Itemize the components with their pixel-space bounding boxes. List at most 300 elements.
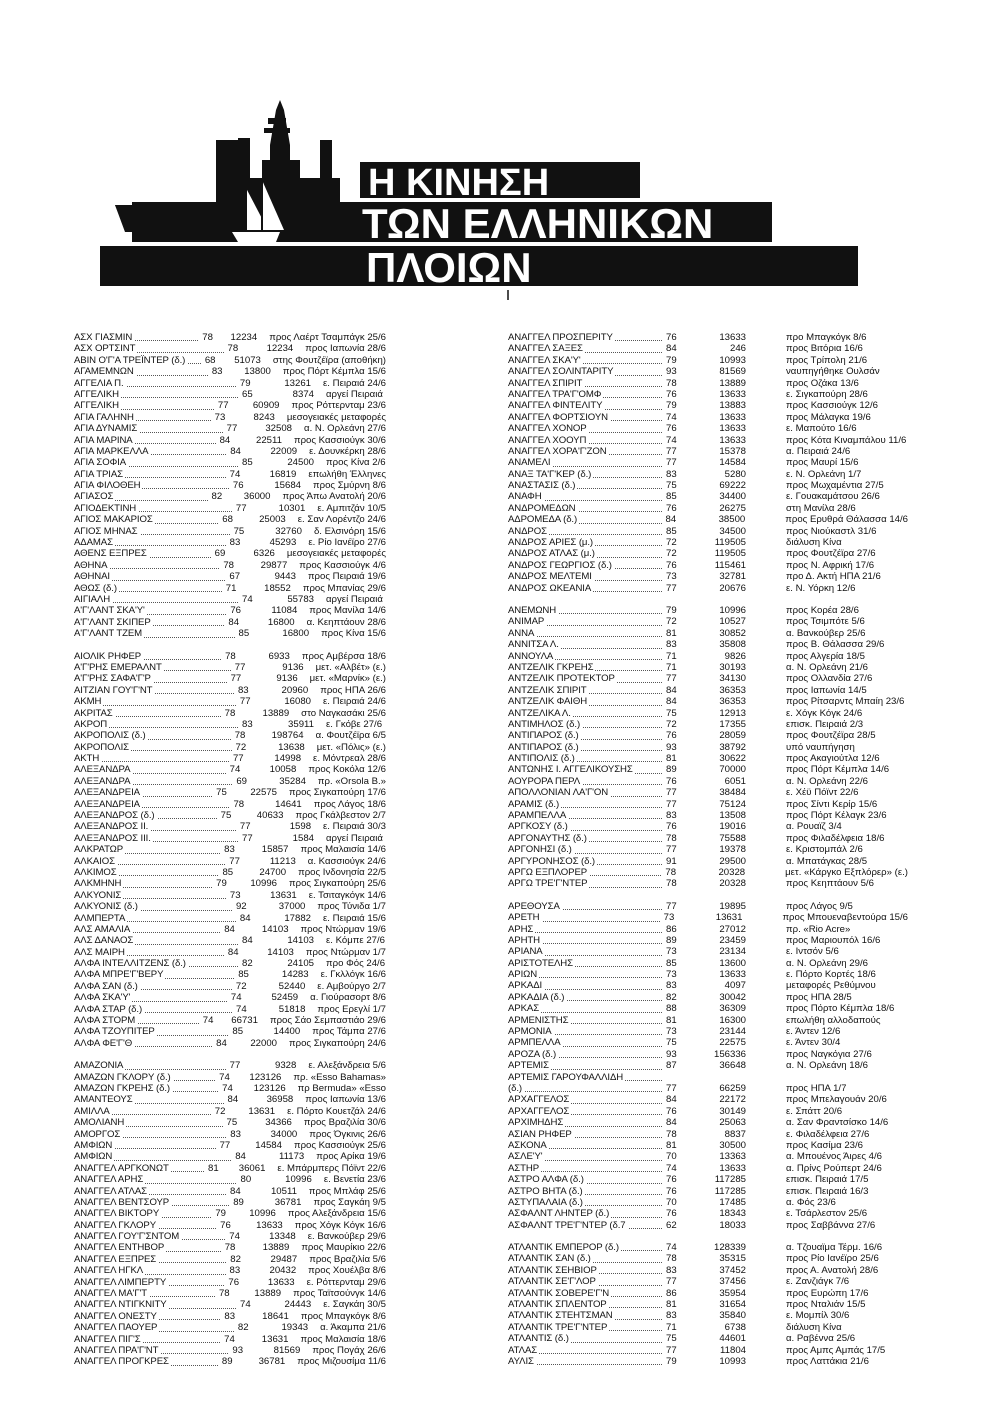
ship-status: ε. Σιγκαπούρη 28/6 xyxy=(786,388,868,400)
ship-name xyxy=(508,708,666,719)
ship-year: 79 xyxy=(216,878,227,890)
ship-tonnage: 123126 xyxy=(249,1071,282,1083)
ship-name-text: ΑΝΑΓΓΕΛ ΠΙΓ'Σ xyxy=(74,1333,141,1345)
ship-name-text: ΑΣΤΥΠΑΛΑΙΑ (δ.) xyxy=(508,1196,583,1208)
ship-row xyxy=(508,901,908,912)
ship-name-text: ΑΝΑΓΓΕΛ ΧΟΡΑ'Γ'ΖΟΝ xyxy=(508,445,607,457)
ship-name xyxy=(74,1197,233,1208)
ship-name-text: ΑΛΚΙΜΟΣ xyxy=(74,866,117,878)
ship-name xyxy=(508,1026,666,1037)
ship-year: 78 xyxy=(234,730,246,742)
ship-row xyxy=(508,1140,908,1151)
ship-name xyxy=(508,457,666,468)
ship-name-text: ΑΤΛΑΝΤΙΚ ΣΟΒΕΡΕ'Γ'Ν xyxy=(508,1287,610,1299)
ship-tonnage: 1598 xyxy=(289,821,312,833)
ship-name-text: ΑΜΙΛΛΑ xyxy=(74,1105,110,1117)
ship-year: 75 xyxy=(666,480,677,492)
ship-tonnage: 16300 xyxy=(719,1014,746,1026)
ship-name-text: ΑΝΝΑ xyxy=(508,627,535,639)
ship-tonnage: 25063 xyxy=(719,1117,746,1129)
ship-row xyxy=(508,537,908,548)
ship-status: ε. Μομπίλ 30/6 xyxy=(786,1310,850,1322)
ship-status: προς Βραζιλία 30/6 xyxy=(303,1117,386,1129)
ship-name xyxy=(74,890,230,901)
ship-status: προς Αλεξάνδρεια 15/6 xyxy=(287,1208,386,1220)
ship-name xyxy=(508,810,666,821)
ship-name xyxy=(508,696,666,707)
ship-tonnage: 15378 xyxy=(719,445,746,457)
ship-tonnage: 13883 xyxy=(719,400,746,412)
ship-tonnage: 10996 xyxy=(249,1208,276,1220)
ship-row xyxy=(74,1004,386,1015)
ship-year: 84 xyxy=(666,696,677,708)
ship-status: προς Βιτόρια 16/6 xyxy=(786,343,863,355)
ship-status: προς Ιαπωνία 28/6 xyxy=(305,343,386,355)
ship-year: 74 xyxy=(219,1071,230,1083)
ship-year: 84 xyxy=(239,912,251,924)
ship-year: 77 xyxy=(666,1276,677,1288)
ship-row xyxy=(74,764,386,775)
ship-status: προς Ρόττερνταμ 23/6 xyxy=(291,400,386,412)
ship-tonnage: 6326 xyxy=(253,548,275,560)
ship-row xyxy=(508,480,908,491)
ship-row xyxy=(74,423,386,434)
ship-status: προς Ντώρμαν 1/7 xyxy=(305,946,386,958)
ship-row xyxy=(74,1208,386,1219)
ship-name xyxy=(74,1254,230,1265)
ship-name-text: ΑΡΜΟΝΙΑ xyxy=(508,1026,552,1038)
ship-year: 73 xyxy=(229,889,241,901)
ship-name xyxy=(508,719,666,730)
ship-row xyxy=(74,742,386,753)
ship-year: 79 xyxy=(666,1355,677,1367)
ship-row xyxy=(508,526,908,537)
ship-row xyxy=(508,730,908,741)
ship-name-text: ΑΚΡΙΤΑΣ xyxy=(74,707,113,719)
ship-name xyxy=(74,594,242,605)
ship-status: ε. Ν. Υόρκη 12/6 xyxy=(786,582,856,594)
ship-year: 85 xyxy=(232,1026,244,1038)
ship-name-text: ΑΜΑΖΩΝ ΓΚΡΕΗΣ (δ.) xyxy=(74,1083,171,1094)
ship-tonnage: 23144 xyxy=(719,1026,746,1038)
ship-row xyxy=(508,992,908,1003)
ship-row xyxy=(74,355,386,366)
ship-year: 76 xyxy=(666,388,677,400)
ship-name-text: ΑΤΛΑΝΤΙΚ ΣΤΕΗΤΣΜΑΝ xyxy=(508,1310,613,1322)
ship-status: προς Ρίτσαρντς Μπαίη 23/6 xyxy=(786,696,905,708)
ship-name xyxy=(74,355,205,366)
ship-name-text: ΑΝΑΓΓΕΛ ΣΚΑ'Υ' xyxy=(508,354,581,366)
ship-name-text: ΑΝΑΜΕΛΙ xyxy=(508,457,551,469)
ship-tonnage: 16800 xyxy=(267,616,295,628)
ship-name xyxy=(508,1072,666,1083)
ship-year: 81 xyxy=(666,1014,677,1026)
ship-name-text: ΑΛΚΡΑΤΩΡ xyxy=(74,844,124,856)
ship-status: ε. Μπάρμπερς Πόϊντ 22/6 xyxy=(277,1162,386,1174)
ship-row xyxy=(508,583,908,594)
ship-tonnage: 6051 xyxy=(724,775,746,787)
ship-row xyxy=(74,1311,386,1322)
ship-year: 74 xyxy=(222,1083,233,1094)
ship-name xyxy=(508,1060,666,1071)
left-column xyxy=(74,332,386,1379)
ship-name xyxy=(74,1299,240,1310)
ship-year: 81 xyxy=(666,753,677,765)
ship-tonnage: 24500 xyxy=(287,457,314,469)
ship-status: προς ΗΠΑ 28/5 xyxy=(786,991,852,1003)
ship-tonnage: 29877 xyxy=(260,559,288,571)
ship-tonnage: 22172 xyxy=(719,1094,746,1106)
ship-tonnage: 4097 xyxy=(724,980,746,992)
ship-row xyxy=(74,833,386,844)
ship-row xyxy=(508,616,908,627)
ship-name xyxy=(74,583,226,594)
ship-name xyxy=(74,1151,235,1162)
ship-status: ε. Ν. Ορλεάνη 1/7 xyxy=(786,468,862,480)
ship-year: 84 xyxy=(666,684,677,696)
ship-year: 75 xyxy=(666,1037,677,1049)
ship-row xyxy=(508,1333,908,1344)
ship-row xyxy=(508,1060,908,1071)
ship-year: 75 xyxy=(233,525,245,537)
ship-year: 74 xyxy=(229,764,241,776)
ship-year: 80 xyxy=(240,1174,252,1186)
ship-tonnage: 14283 xyxy=(281,969,309,981)
ship-status: μετ. «Αλβέτ» (ε.) xyxy=(315,661,386,673)
ship-name xyxy=(74,423,227,434)
ship-name xyxy=(74,1288,219,1299)
ship-row xyxy=(508,708,908,719)
ship-status: ε. Πόρτο Κορτές 18/6 xyxy=(786,969,876,981)
ship-row xyxy=(508,332,908,343)
ship-status: επωλήθη Έλληνες xyxy=(308,468,387,480)
ship-status: προς Σαββάννα 27/6 xyxy=(786,1219,876,1231)
ship-name-text: ΑΝΑΓΓΕΛ ΠΡΟΣΠΕΡΙΤΥ xyxy=(508,332,613,343)
ship-name xyxy=(508,833,666,844)
ship-name xyxy=(74,1117,227,1128)
ship-name-text: ΑΣΧ ΓΙΑΣΜΙΝ xyxy=(74,332,133,343)
ship-row xyxy=(74,378,386,389)
ship-row xyxy=(74,503,386,514)
ship-tonnage: 70000 xyxy=(719,764,746,776)
ship-name xyxy=(74,1015,203,1026)
ship-name-text: ΑΝΑΓΓΕΛ ΧΟΟΥΠ xyxy=(508,434,587,446)
ship-year: 83 xyxy=(666,1310,677,1322)
ship-status: α. Ν. Ορλεάνη 27/6 xyxy=(304,423,386,435)
ship-name-text: ΑΝΑΓΓΕΛ ΦΙΝΤΕΛΙΤΥ xyxy=(508,400,603,412)
ship-name-text: ΑΝΑΓΓΕΛ ΣΑΞΕΣ xyxy=(508,343,583,355)
ship-status: προ Δ. Ακτή ΗΠΑ 21/6 xyxy=(786,571,881,583)
ship-status: πρ. «Rio Acre» xyxy=(786,923,851,935)
ship-status: προς Κότα Κιναμπάλου 11/6 xyxy=(786,434,907,446)
ship-name-text: ΑΝΑΓΓΕΛ ΗΓΚΛ xyxy=(74,1265,144,1277)
ship-name-text: ΑΡΓΥΡΟΝΗΣΟΣ (δ.) xyxy=(508,855,595,867)
ship-name xyxy=(74,378,240,389)
ship-year: 81 xyxy=(666,1299,677,1311)
ship-name-text: ΑΡΟΖΑ (δ.) xyxy=(508,1048,557,1060)
ship-status: ε. Κριστομπάλ 2/6 xyxy=(786,844,863,856)
ship-name xyxy=(508,753,666,764)
ship-name xyxy=(74,389,242,400)
ship-tonnage: 13631 xyxy=(715,912,743,924)
ship-row xyxy=(74,526,386,537)
ship-tonnage: 45293 xyxy=(269,537,297,549)
ship-year: 86 xyxy=(666,1287,677,1299)
ship-status: προς Φιλαδέλφεια 18/6 xyxy=(786,832,885,844)
ship-name xyxy=(74,628,239,639)
ship-year: 77 xyxy=(666,582,677,594)
ship-tonnage: 66259 xyxy=(719,1083,746,1094)
ship-name-text: ΑΡΧΑΓΓΕΛΟΣ xyxy=(508,1094,570,1106)
ship-tonnage: 115461 xyxy=(714,559,746,571)
ship-row xyxy=(508,435,908,446)
ship-name xyxy=(74,1026,232,1037)
ship-year: 79 xyxy=(666,400,677,412)
ship-name xyxy=(74,480,233,491)
ship-year: 74 xyxy=(666,411,677,423)
ship-name xyxy=(508,776,666,787)
ship-status: α. Άκαμπα 21/6 xyxy=(320,1322,386,1334)
ship-name-text: ΑΜΟΡΓΟΣ xyxy=(74,1128,121,1140)
ship-name-text: ΑΝΕΜΩΝΗ xyxy=(508,604,557,616)
ship-status: προς Β. Θάλασσα 29/6 xyxy=(786,639,885,651)
ship-row xyxy=(74,685,386,696)
ship-year: 71 xyxy=(666,1321,677,1333)
ship-row xyxy=(508,1197,908,1208)
ship-group xyxy=(508,1242,908,1367)
ship-name xyxy=(74,1004,236,1015)
ship-tonnage: 13800 xyxy=(244,366,271,378)
ship-row xyxy=(74,1345,386,1356)
ship-year: 74 xyxy=(242,593,253,605)
ship-name xyxy=(508,1310,666,1321)
ship-status: προς Σιγκαπούρη 25/6 xyxy=(289,878,386,890)
ship-year: 77 xyxy=(666,1344,677,1356)
ship-tonnage: 20328 xyxy=(718,866,746,878)
ship-name-text: ΑΡΧΑΓΓΕΛΟΣ xyxy=(508,1105,570,1117)
ship-name xyxy=(508,1197,666,1208)
ship-status: ε. Πειραιά 24/6 xyxy=(323,696,386,708)
ship-name-text: ΑΡΚΑΔΙΑ (δ.) xyxy=(508,991,565,1003)
ship-row xyxy=(74,1174,386,1185)
ship-name-text: ΑΣΤΡΟ ΒΗΤΑ (δ.) xyxy=(508,1185,583,1197)
ship-tonnage: 30622 xyxy=(719,753,746,765)
ship-year: 76 xyxy=(666,559,677,571)
ship-row xyxy=(508,560,908,571)
ship-tonnage: 44601 xyxy=(719,1333,746,1345)
ship-group xyxy=(74,651,386,1050)
ship-name xyxy=(508,764,666,775)
ship-year: 83 xyxy=(230,1128,241,1140)
ship-year: 76 xyxy=(228,1276,240,1288)
ship-year: 78 xyxy=(666,1128,677,1140)
ship-name xyxy=(508,491,666,502)
ship-name xyxy=(74,571,229,582)
ship-name xyxy=(74,662,235,673)
ship-name-text: ΑΡΤΕΜΙΣ xyxy=(508,1060,549,1072)
ship-status: ε. Χέϋ Πόϊντ 22/6 xyxy=(786,787,859,799)
ship-row xyxy=(508,1208,908,1219)
ship-status: προς Πόρτο Κέμπλα 18/6 xyxy=(786,1003,895,1015)
ship-tonnage: 13348 xyxy=(269,1231,296,1243)
ship-status: επισκ. Πειραιά 16/3 xyxy=(786,1185,869,1197)
ship-year: 74 xyxy=(229,1231,240,1243)
ship-row xyxy=(74,366,386,377)
ship-row xyxy=(74,867,386,878)
ship-name xyxy=(508,992,666,1003)
ship-status: ε. Γκόβε 27/6 xyxy=(326,718,383,730)
ship-name xyxy=(508,389,666,400)
ship-name-text: ΑΝΑΓΓΕΛ ΓΚΛΟΡΥ xyxy=(74,1219,156,1231)
ship-tonnage: 11173 xyxy=(279,1151,305,1163)
ship-year: 70 xyxy=(666,1196,677,1208)
ship-tonnage: 35911 xyxy=(288,718,314,730)
ship-name-text: ΑΝΑΓΓΕΛ ΣΠΙΡΙΤ xyxy=(508,377,583,389)
ship-name xyxy=(508,1094,666,1105)
ship-row xyxy=(508,1345,908,1356)
ship-status: προς Κεηπτάουν 5/6 xyxy=(786,878,874,890)
ship-status: προς Αλγερία 18/5 xyxy=(786,650,865,662)
ship-row xyxy=(74,651,386,662)
ship-status: ε. Γουακαμάτσου 26/6 xyxy=(786,491,880,503)
ship-row xyxy=(508,969,908,980)
ship-tonnage: 9826 xyxy=(724,650,746,662)
ship-status: προς Νιούκαστλ 31/6 xyxy=(786,525,877,537)
ship-row xyxy=(508,1026,908,1037)
ship-name-text: ΑΡΓΩ ΤΡΕ'Γ'ΝΤΕΡ xyxy=(508,878,588,890)
ship-status: ε. Ιντσόν 5/6 xyxy=(786,946,839,958)
ship-name-text: ΑΓΙΑ ΜΑΡΙΝΑ xyxy=(74,434,133,446)
ship-status: προς Πόρτ Κέλαγκ 23/6 xyxy=(786,810,887,822)
ship-name xyxy=(508,400,666,411)
ship-name-text: ΑΜΦΙΩΝ xyxy=(74,1151,113,1163)
ship-name-text: ΑΝΙΜΑΡ xyxy=(508,616,545,628)
ship-year: 84 xyxy=(242,935,253,947)
ship-name-text: ΑΓΙΟΣ ΜΗΝΑΣ xyxy=(74,525,138,537)
ship-row xyxy=(508,491,908,502)
ship-status: προς Λάγος 18/6 xyxy=(313,798,386,810)
ship-year: 76 xyxy=(666,1105,677,1117)
ship-tonnage: 13889 xyxy=(262,1242,290,1254)
ship-name-text: ΑΤΛΑΝΤΙΚ ΣΕ'Γ'ΛΟΡ xyxy=(508,1276,596,1288)
ship-row xyxy=(508,912,908,923)
ship-tonnage: 13631 xyxy=(261,1333,289,1345)
ship-name-text: ΑΛΣ ΜΑΙΡΗ xyxy=(74,946,125,958)
ship-tonnage: 22009 xyxy=(270,445,298,457)
ship-tonnage: 14584 xyxy=(719,457,746,469)
ship-year: 78 xyxy=(218,1288,230,1300)
ship-name xyxy=(508,446,666,457)
ship-year: 84 xyxy=(227,946,239,958)
ship-status: μεσογειακές μεταφορές xyxy=(286,548,386,560)
ship-status: ε. Φιλαδέλφεια 27/6 xyxy=(786,1128,870,1140)
ship-name xyxy=(74,366,212,377)
ship-year: 76 xyxy=(666,775,677,787)
ship-tonnage: 12913 xyxy=(719,707,746,719)
ship-row xyxy=(74,412,386,423)
ship-name-text: ΑΤΛΑΝΤΙΚ ΤΡΕ'Γ'ΝΤΕΡ xyxy=(508,1321,608,1333)
ship-tonnage: 13261 xyxy=(284,377,312,389)
ship-year: 85 xyxy=(666,491,677,503)
ship-tonnage: 9328 xyxy=(274,1060,297,1072)
ship-tonnage: 34500 xyxy=(719,525,746,537)
ship-name-text: ΑΤΛΑΝΤΙΣ (δ.) xyxy=(508,1333,569,1345)
ship-name xyxy=(74,673,231,684)
ship-name xyxy=(508,1083,666,1094)
ship-tonnage: 24443 xyxy=(284,1299,312,1311)
ship-row xyxy=(508,958,908,969)
ship-name xyxy=(74,1334,224,1345)
ship-name-text: ΑΝΑΓΓΕΛ ΝΤΙΓΚΝΙΤΥ xyxy=(74,1299,167,1311)
ship-status: πρ Bermuda» «Esso xyxy=(297,1083,386,1094)
ship-name xyxy=(74,878,216,889)
ship-tonnage: 13889 xyxy=(262,707,290,719)
ship-row xyxy=(74,1106,386,1117)
ship-row xyxy=(74,1265,386,1276)
ship-row xyxy=(508,935,908,946)
ship-status: προς Μπανίας 29/6 xyxy=(302,582,386,594)
ship-year: 74 xyxy=(236,1003,247,1015)
ship-row xyxy=(508,787,908,798)
ship-row xyxy=(74,1277,386,1288)
ship-status: δ. Ελσινόρη 15/6 xyxy=(313,525,386,537)
ship-name-text: ΑΡΜΠΕΛΛΑ xyxy=(508,1037,561,1049)
ship-tonnage: 11213 xyxy=(269,855,296,867)
ship-row xyxy=(508,446,908,457)
ship-tonnage: 36958 xyxy=(266,1094,294,1106)
ship-name xyxy=(74,514,222,525)
ship-tonnage: 40633 xyxy=(256,810,284,822)
ship-row xyxy=(74,901,386,912)
ship-row xyxy=(508,844,908,855)
ship-year: 88 xyxy=(666,1003,677,1015)
ship-year: 78 xyxy=(224,707,236,719)
ship-year: 84 xyxy=(227,1094,239,1106)
ship-name xyxy=(508,1186,666,1197)
ship-name-text: ΑΡΚΑΔΙ xyxy=(508,980,543,992)
ship-row xyxy=(508,651,908,662)
ship-name-text: ΑΛΚΜΗΝΗ xyxy=(74,878,122,890)
ship-name xyxy=(508,856,666,867)
ship-row xyxy=(508,1083,908,1094)
ship-year: 74 xyxy=(666,434,677,446)
ship-year: 77 xyxy=(229,855,240,867)
ship-tonnage: 35840 xyxy=(719,1310,746,1322)
ship-name-text: ΑΟΥΡΟΡΑ ΠΕΡΛ xyxy=(508,775,581,787)
ship-row xyxy=(74,969,386,980)
ship-name xyxy=(508,1299,666,1310)
ship-status: προς Κοκόλα 12/6 xyxy=(308,764,387,776)
ship-row xyxy=(74,1186,386,1197)
ship-name xyxy=(508,503,666,514)
ship-tonnage: 13633 xyxy=(719,434,746,446)
ship-name-text: ΑΡΗΣ xyxy=(508,923,534,935)
ship-name xyxy=(508,844,666,855)
ship-name-text: ΑΛΕΞΑΝΔΡΑ xyxy=(74,775,131,787)
ship-status: α. Ν. Ορλεάνη 21/6 xyxy=(786,661,868,673)
ship-name xyxy=(74,742,236,753)
ship-status: προς Όγκινις 26/6 xyxy=(309,1128,387,1140)
ship-status: μετ. «Μαρνίκ» (ε.) xyxy=(309,673,386,685)
ship-name-text: ΑΝΤΖΕΛΙΚ ΦΑΙΘΗ xyxy=(508,696,588,708)
ship-year: 78 xyxy=(666,832,677,844)
ship-name-text: ΑΝΑΓΓΕΛ ΒΕΝΤΣΟΥΡ xyxy=(74,1196,170,1208)
ship-year: 83 xyxy=(666,980,677,992)
ship-name-text: ΑΤΛΑΝΤΙΚ ΕΜΠΕΡΟΡ (δ.) xyxy=(508,1242,619,1254)
ship-tonnage: 14103 xyxy=(287,935,314,947)
ship-row xyxy=(74,435,386,446)
ship-status: προς Πογάχ 26/6 xyxy=(312,1344,386,1356)
